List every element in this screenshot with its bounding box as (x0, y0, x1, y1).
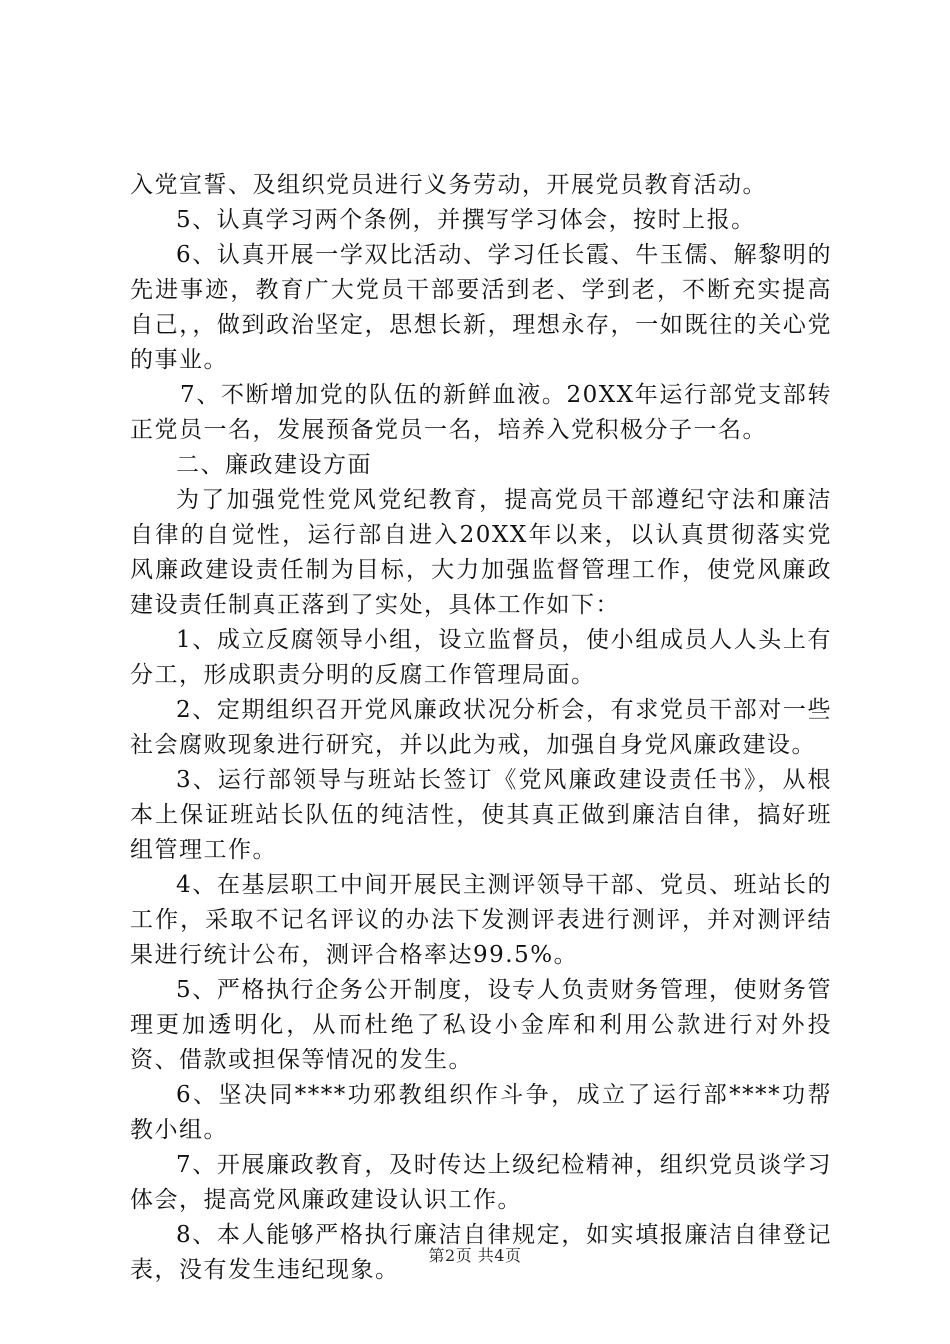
paragraph-item-1-group: 1、成立反腐领导小组，设立监督员，使小组成员人人头上有分工，形成职责分明的反腐工作管理局面。 (130, 627, 832, 688)
paragraph-integrity-intro: 为了加强党性党风党纪教育，提高党员干部遵纪守法和廉洁自律的自觉性，运行部自进入20XX年以来，以认真贯彻落实党风廉政建设责任制为目标，大力加强监督管理工作，使党风廉政建设责任制真正落到了实处，具体工作如下： (130, 487, 832, 618)
paragraph-item-3-responsibility: 3、运行部领导与班站长签订《党风廉政建设责任书》，从根本上保证班站长队伍的纯洁性，使其真正做到廉洁自律，搞好班组管理工作。 (130, 767, 832, 863)
document-body (130, 168, 832, 1288)
paragraph-item-5-study: 5、认真学习两个条例，并撰写学习体会，按时上报。 (176, 207, 756, 233)
paragraph-item-6-struggle: 6、坚决同****功邪教组织作斗争，成立了运行部****功帮教小组。 (130, 1082, 832, 1143)
paragraph-item-8-self-discipline: 8、本人能够严格执行廉洁自律规定，如实填报廉洁自律登记表，没有发生违纪现象。 (130, 1222, 832, 1283)
page-number: 第2页 共4页 (428, 1246, 522, 1265)
section-heading-integrity: 二、廉政建设方面 (176, 452, 372, 478)
paragraph-item-6-activity: 6、认真开展一学双比活动、学习任长霞、牛玉儒、解黎明的先进事迹，教育广大党员干部要活到老、学到老，不断充实提高自己，，做到政治坚定，思想长新，理想永存，一如既往的关心党的事业。 (130, 242, 832, 373)
paragraph-item-4-evaluation: 4、在基层职工中间开展民主测评领导干部、党员、班站长的工作，采取不记名评议的办法下发测评表进行测评，并对测评结果进行统计公布，测评合格率达99.5%。 (130, 872, 832, 968)
paragraph-item-7-new-members: 7、不断增加党的队伍的新鲜血液。20XX年运行部党支部转正党员一名，发展预备党员一名，培养入党积极分子一名。 (130, 382, 832, 443)
paragraph-continuation: 入党宣誓、及组织党员进行义务劳动，开展党员教育活动。 (130, 172, 767, 198)
paragraph-item-7-education: 7、开展廉政教育，及时传达上级纪检精神，组织党员谈学习体会，提高党风廉政建设认识工作。 (130, 1152, 832, 1213)
paragraph-item-2-meeting: 2、定期组织召开党风廉政状况分析会，有求党员干部对一些社会腐败现象进行研究，并以此为戒，加强自身党风廉政建设。 (130, 697, 832, 758)
paragraph-item-5-disclosure: 5、严格执行企务公开制度，设专人负责财务管理，使财务管理更加透明化，从而杜绝了私设小金库和利用公款进行对外投资、借款或担保等情况的发生。 (130, 977, 832, 1073)
